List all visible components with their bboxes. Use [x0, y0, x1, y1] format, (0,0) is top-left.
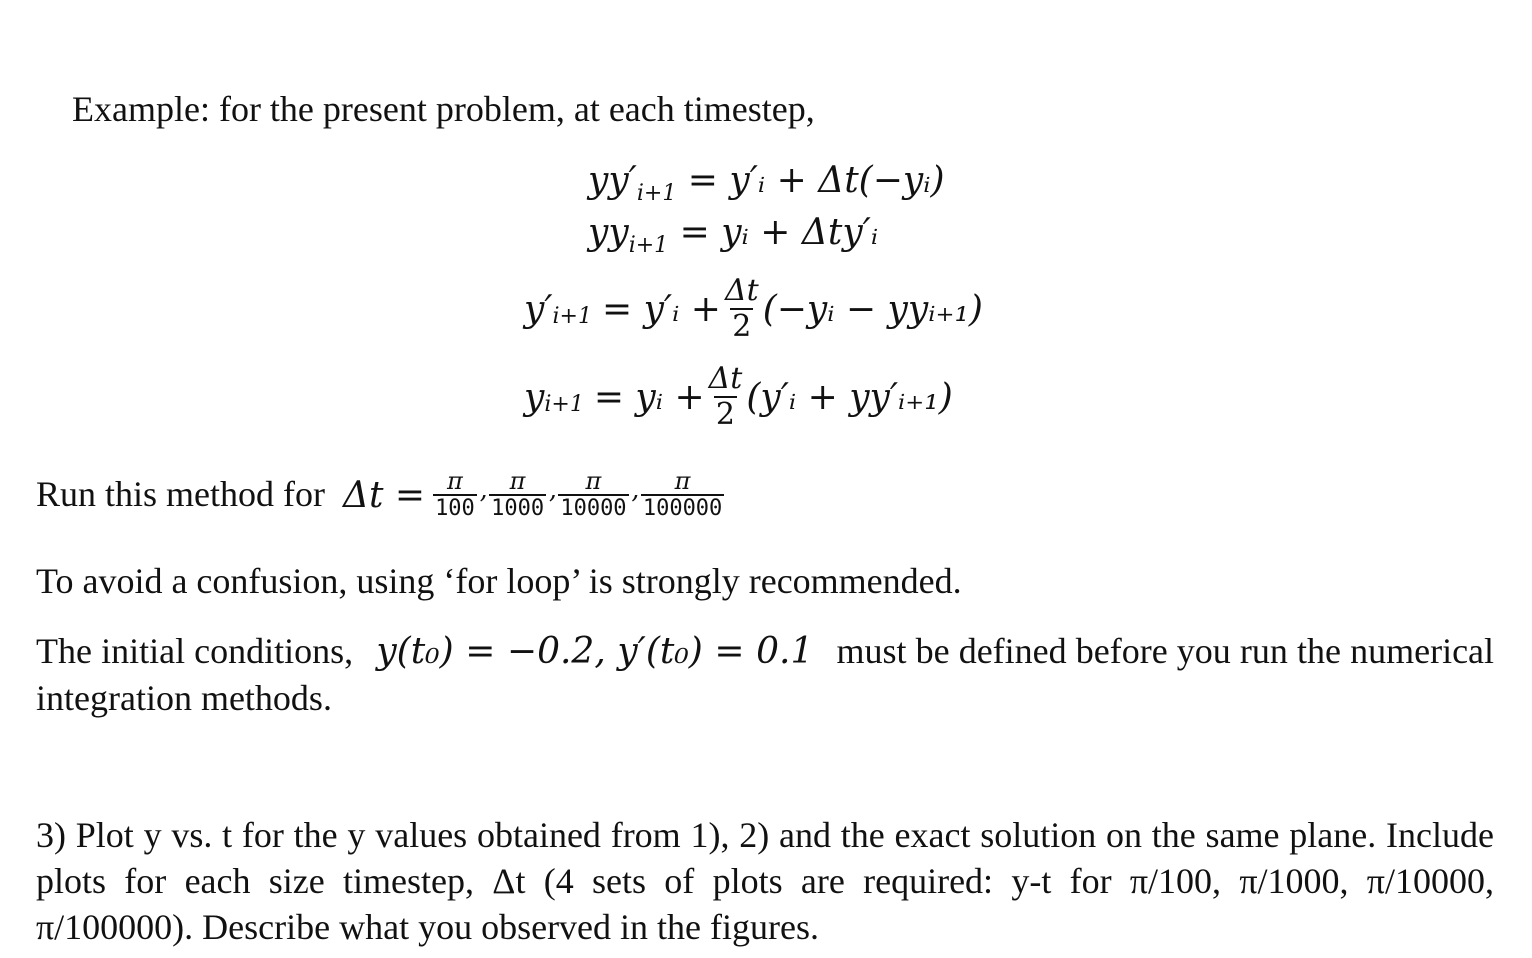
run-fraction-1: [433, 468, 477, 522]
eq4-frac-den: 2: [715, 397, 736, 432]
equation-2: [588, 212, 878, 258]
eq4-frac-num: Δt: [708, 361, 743, 396]
eq4-fraction: [707, 362, 745, 432]
initial-part1: The initial conditions,: [36, 631, 354, 671]
eq1-left: yy′: [588, 160, 637, 201]
intro-text: Example: for the present problem, at each timestep,: [72, 89, 815, 129]
advice-text: To avoid a confusion, using ‘for loop’ is strongly recommended.: [36, 561, 962, 601]
eq4-mid: = yᵢ +: [593, 376, 705, 418]
run-label: Run this method for: [36, 474, 325, 515]
eq3-left: y′: [524, 288, 553, 330]
run-frac-4-den: 100000: [642, 496, 723, 521]
initial-conditions-paragraph: [36, 628, 1494, 721]
initial-math: y(t₀) = −0.2, y′(t₀) = 0.1: [376, 631, 814, 672]
run-frac-1-num: π: [447, 467, 463, 495]
run-fraction-2: [489, 468, 546, 522]
eq4-left: y: [524, 376, 545, 418]
run-frac-2-den: 1000: [491, 496, 545, 521]
run-frac-3-den: 10000: [560, 496, 627, 521]
eq1-left-sub: i+1: [636, 181, 677, 207]
run-line: [36, 468, 726, 522]
run-fraction-3: [558, 468, 628, 522]
equation-3: [524, 274, 983, 344]
initial-part2: must be defined before you run the numerical integration methods.: [36, 631, 1495, 718]
run-sep-3: ’: [630, 491, 639, 521]
eq3-left-sub: i+1: [552, 303, 592, 329]
run-sep-1: ’: [478, 491, 488, 521]
run-frac-4-num: π: [674, 467, 691, 495]
run-sep-2: ’: [548, 491, 557, 521]
run-frac-3-num: π: [585, 467, 602, 495]
eq3-mid: = y′ᵢ +: [601, 288, 721, 330]
eq1-right: = y′ᵢ + Δt(−yᵢ): [687, 160, 945, 201]
eq4-left-sub: i+1: [544, 391, 584, 417]
eq3-frac-num: Δt: [724, 273, 759, 308]
eq2-right: = yᵢ + Δty′ᵢ: [679, 212, 879, 253]
run-frac-2-num: π: [509, 467, 526, 495]
eq4-right: (y′ᵢ + yy′ᵢ₊₁): [746, 376, 953, 418]
equation-4: [524, 362, 953, 432]
equation-1: [588, 160, 945, 206]
task-paragraph: 3) Plot y vs. t for the y values obtained from 1), 2) and the exact solution on the same plane. Include plots for each size timestep, Δt (4 sets of plots are required: y-t for π/100, π/1000, π/10000, π/100000). Describe what you observed in the figures.: [36, 815, 1494, 947]
run-frac-1-den: 100: [435, 496, 475, 521]
eq2-left-sub: i+1: [628, 233, 669, 259]
run-fraction-4: [641, 468, 724, 522]
eq2-left: yy: [588, 212, 629, 253]
run-delta: Δt =: [342, 474, 426, 516]
eq3-frac-den: 2: [732, 309, 752, 344]
eq3-fraction: [723, 274, 761, 344]
eq3-right: (−yᵢ − yyᵢ₊₁): [762, 288, 983, 330]
